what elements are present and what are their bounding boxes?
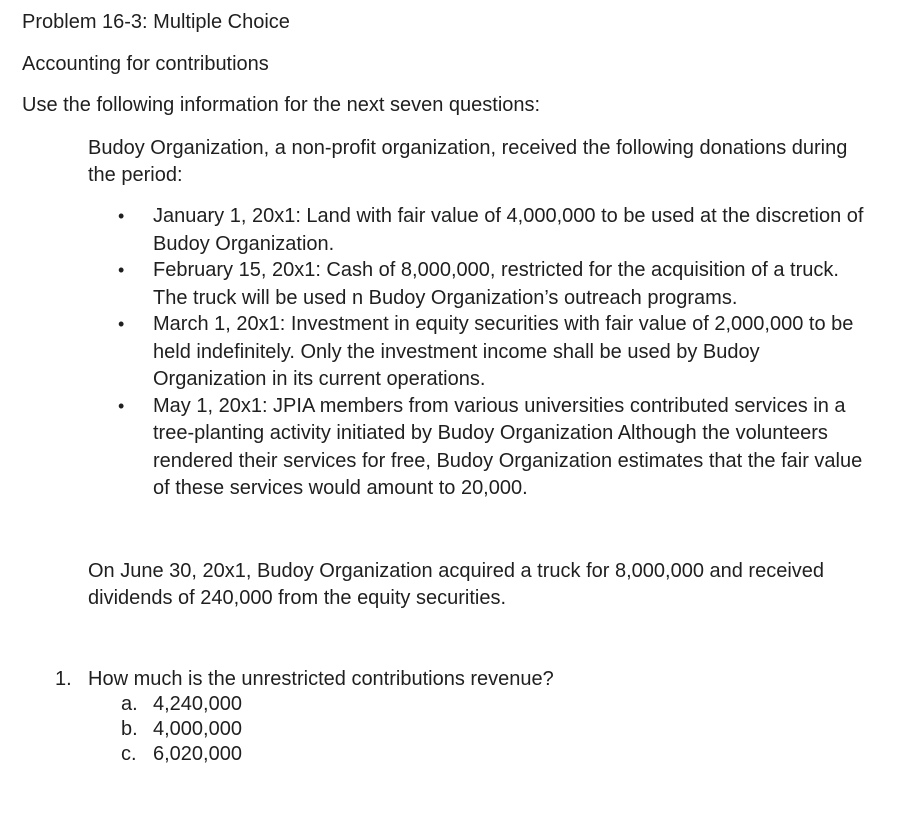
answer-choice-b xyxy=(121,717,242,742)
bullet-icon: • xyxy=(118,395,125,416)
question xyxy=(55,668,554,691)
bullet-icon: • xyxy=(118,206,125,226)
list-item xyxy=(88,393,878,503)
question-number: 1. xyxy=(55,668,72,690)
choice-letter: a. xyxy=(121,693,138,715)
donation-text: March 1, 20x1: Investment in equity securities with fair value of 2,000,000 to be held indefinitely. Only the investment income shall be used by Budoy Organization in its current operations. xyxy=(153,313,854,390)
choice-value: 4,240,000 xyxy=(153,693,242,715)
question-text: How much is the unrestricted contributions revenue? xyxy=(88,668,554,690)
donation-text: February 15, 20x1: Cash of 8,000,000, restricted for the acquisition of a truck. The truck will be used n Budoy Organization’s outreach programs. xyxy=(153,259,839,309)
list-item xyxy=(88,203,878,258)
bullet-icon: • xyxy=(118,314,125,334)
choice-value: 6,020,000 xyxy=(153,743,242,765)
problem-topic: Accounting for contributions xyxy=(22,53,269,75)
donations-list xyxy=(88,203,878,502)
answer-choice-c xyxy=(121,742,242,767)
scenario-paragraph: Budoy Organization, a non-profit organization, received the following donations during the period: xyxy=(88,137,848,186)
list-item xyxy=(88,257,878,312)
choice-letter: c. xyxy=(121,743,137,765)
problem-title: Problem 16-3: Multiple Choice xyxy=(22,11,290,33)
instructions-text: Use the following information for the next seven questions: xyxy=(22,94,541,116)
choice-letter: b. xyxy=(121,718,138,740)
list-item xyxy=(88,311,878,394)
bullet-icon: • xyxy=(118,260,125,280)
followup-paragraph: On June 30, 20x1, Budoy Organization acquired a truck for 8,000,000 and received dividends of 240,000 from the equity securities. xyxy=(88,560,825,609)
answer-choices xyxy=(121,692,242,767)
donation-text: January 1, 20x1: Land with fair value of 4,000,000 to be used at the discretion of Budoy Organization. xyxy=(153,205,864,255)
donation-text: May 1, 20x1: JPIA members from various universities contributed services in a tree-planting activity initiated by Budoy Organization Although the volunteers rendered their services for free, Budoy Organization estimates that the fair value of these services would amount to 20,000. xyxy=(153,394,863,499)
choice-value: 4,000,000 xyxy=(153,718,242,740)
answer-choice-a xyxy=(121,692,242,717)
